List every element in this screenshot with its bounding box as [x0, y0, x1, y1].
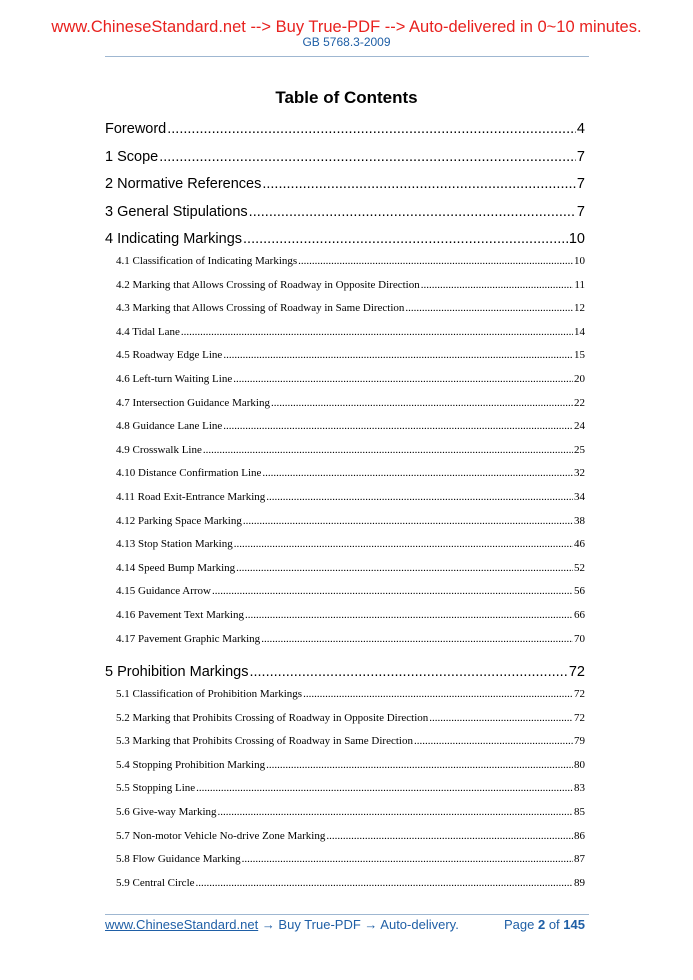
toc-entry[interactable]	[116, 759, 585, 771]
toc-entry-label: Foreword	[105, 121, 167, 137]
toc-entry[interactable]	[116, 444, 585, 456]
toc-entry[interactable]	[116, 609, 585, 621]
toc-leader-dots	[245, 609, 573, 621]
toc-entry[interactable]	[116, 782, 585, 794]
toc-entry-page: 34	[574, 491, 585, 503]
toc-leader-dots	[421, 279, 574, 291]
toc-entry-label: 4.2 Marking that Allows Crossing of Roadway in Opposite Direction	[116, 278, 420, 291]
page-of: of	[545, 917, 564, 932]
toc-entry-page: 83	[574, 782, 585, 795]
toc-entry-page: 15	[574, 349, 585, 362]
toc-leader-dots	[196, 782, 573, 794]
toc-entry[interactable]	[116, 491, 585, 503]
toc-entry[interactable]	[105, 204, 585, 220]
toc-leader-dots	[243, 515, 573, 527]
toc-entry-page: 10	[568, 231, 585, 247]
toc-leader-dots	[159, 149, 576, 165]
toc-leader-dots	[212, 585, 573, 597]
toc-entry[interactable]	[116, 688, 585, 700]
toc-entry[interactable]	[116, 279, 585, 291]
toc-entry-label: 4.10 Distance Confirmation Line	[116, 467, 262, 480]
toc-entry-label: 5.1 Classification of Prohibition Markings	[116, 688, 303, 700]
toc-leader-dots	[234, 538, 573, 550]
toc-entry-page: 25	[574, 443, 585, 456]
footer-site-link[interactable]: www.ChineseStandard.net	[105, 917, 259, 932]
toc-entry-page: 4	[576, 121, 585, 137]
toc-entry-page: 80	[574, 758, 585, 771]
toc-leader-dots	[223, 420, 573, 432]
toc-leader-dots	[298, 255, 573, 267]
toc-entry-label: 5.4 Stopping Prohibition Marking	[116, 758, 266, 771]
toc-entry-page: 24	[574, 420, 585, 433]
toc-entry-label: 4.8 Guidance Lane Line	[116, 420, 223, 433]
toc-entry[interactable]	[116, 633, 585, 645]
toc-leader-dots	[242, 853, 573, 865]
toc-entry-page: 79	[574, 735, 585, 748]
toc-entry-label: 5.3 Marking that Prohibits Crossing of Roadway in Same Direction	[116, 735, 413, 748]
toc-entry-label: 4.7 Intersection Guidance Marking	[116, 396, 270, 409]
toc-entry-page: 38	[574, 514, 585, 527]
header-divider	[105, 56, 589, 57]
toc-leader-dots	[249, 204, 576, 220]
toc-entry-page: 32	[574, 467, 585, 480]
toc-leader-dots	[203, 444, 573, 456]
toc-entry-label: 5 Prohibition Markings	[105, 664, 249, 680]
toc-entry-label: 5.9 Central Circle	[116, 876, 195, 889]
promo-banner[interactable]: www.ChineseStandard.net --> Buy True-PDF --> Auto-delivered in 0~10 minutes.	[51, 18, 642, 36]
toc-entry[interactable]	[116, 255, 585, 267]
toc-leader-dots	[223, 349, 573, 361]
toc-entry[interactable]	[116, 585, 585, 597]
toc-leader-dots	[243, 231, 568, 247]
toc-leader-dots	[271, 397, 573, 409]
toc-leader-dots	[266, 759, 573, 771]
toc-entry[interactable]	[105, 121, 585, 137]
toc-entry-label: 4.12 Parking Space Marking	[116, 514, 242, 527]
toc-entry-label: 5.6 Give-way Marking	[116, 806, 217, 818]
toc-entry-page: 87	[574, 853, 585, 866]
toc-entry[interactable]	[116, 735, 585, 747]
toc-entry[interactable]	[116, 373, 585, 385]
toc-entry-label: 4.9 Crosswalk Line	[116, 443, 202, 456]
toc-entry[interactable]	[105, 231, 585, 247]
toc-entry-label: 3 General Stipulations	[105, 204, 248, 220]
toc-entry[interactable]	[116, 712, 585, 724]
toc-entry-page: 85	[574, 806, 585, 818]
footer-promo	[105, 917, 459, 932]
toc-leader-dots	[262, 467, 573, 479]
toc-leader-dots	[429, 712, 573, 724]
toc-entry-label: 4 Indicating Markings	[105, 231, 243, 247]
toc-entry[interactable]	[116, 806, 585, 818]
page-prefix: Page	[504, 917, 538, 932]
toc-entry[interactable]	[116, 562, 585, 574]
toc-entry[interactable]	[116, 830, 585, 842]
toc-leader-dots	[262, 176, 576, 192]
toc-leader-dots	[303, 688, 573, 700]
toc-entry[interactable]	[116, 877, 585, 889]
toc-entry-label: 4.15 Guidance Arrow	[116, 585, 212, 598]
toc-entry-page: 46	[574, 538, 585, 551]
toc-leader-dots	[196, 877, 573, 889]
standard-code: GB 5768.3-2009	[302, 35, 391, 49]
toc-leader-dots	[266, 491, 573, 503]
toc-entry[interactable]	[116, 326, 585, 338]
toc-entry-label: 4.14 Speed Bump Marking	[116, 561, 236, 574]
toc-entry-page: 10	[574, 255, 585, 267]
toc-leader-dots	[326, 830, 573, 842]
toc-entry-page: 20	[574, 373, 585, 385]
toc-leader-dots	[261, 633, 573, 645]
toc-entry-label: 4.17 Pavement Graphic Marking	[116, 632, 261, 645]
page-title: Table of Contents	[275, 88, 418, 107]
toc-entry-page: 14	[574, 325, 585, 338]
toc-entry-page: 7	[576, 204, 585, 220]
toc-entry[interactable]	[105, 664, 585, 680]
toc-entry-label: 4.6 Left-turn Waiting Line	[116, 373, 233, 385]
toc-entry-page: 7	[576, 176, 585, 192]
toc-entry-page: 72	[568, 664, 585, 680]
toc-entry-label: 4.5 Roadway Edge Line	[116, 349, 223, 362]
toc-entry[interactable]	[116, 397, 585, 409]
toc-entry-label: 4.13 Stop Station Marking	[116, 538, 233, 551]
page-total: 145	[563, 917, 585, 932]
toc-entry[interactable]	[116, 853, 585, 865]
toc-entry[interactable]	[105, 176, 585, 192]
toc-entry-label: 5.2 Marking that Prohibits Crossing of Roadway in Opposite Direction	[116, 711, 429, 724]
toc-entry-label: 4.16 Pavement Text Marking	[116, 609, 244, 621]
toc-leader-dots	[414, 735, 573, 747]
toc-entry-label: 4.1 Classification of Indicating Markings	[116, 255, 298, 267]
footer-divider	[105, 914, 589, 915]
toc-leader-dots	[233, 373, 573, 385]
toc-entry-label: 2 Normative References	[105, 176, 262, 192]
toc-entry[interactable]	[105, 149, 585, 165]
toc-entry-label: 5.8 Flow Guidance Marking	[116, 853, 241, 866]
toc-entry[interactable]	[116, 515, 585, 527]
page-current: 2	[537, 917, 546, 932]
toc-entry-label: 5.7 Non-motor Vehicle No-drive Zone Marking	[116, 829, 326, 842]
toc-entry-page: 70	[574, 632, 585, 645]
toc-entry-page: 22	[574, 396, 585, 409]
toc-leader-dots	[405, 302, 573, 314]
toc-entry-page: 7	[576, 149, 585, 165]
toc-entry-page: 56	[574, 585, 585, 598]
toc-entry-page: 52	[574, 561, 585, 574]
toc-entry[interactable]	[116, 349, 585, 361]
footer-tagline: → Buy True-PDF → Auto-delivery.	[258, 917, 459, 932]
toc-entry[interactable]	[116, 420, 585, 432]
toc-entry-page: 72	[574, 711, 585, 724]
toc-entry-label: 4.3 Marking that Allows Crossing of Roadway in Same Direction	[116, 302, 405, 315]
toc-entry-page: 89	[574, 876, 585, 889]
toc-entry-label: 4.4 Tidal Lane	[116, 325, 180, 338]
toc-entry-label: 1 Scope	[105, 149, 159, 165]
toc-entry-page: 72	[574, 688, 585, 700]
toc-leader-dots	[236, 562, 573, 574]
toc-entry-page: 86	[574, 829, 585, 842]
toc-leader-dots	[249, 664, 567, 680]
toc-entry[interactable]	[116, 467, 585, 479]
toc-entry[interactable]	[116, 538, 585, 550]
toc-entry-page: 12	[574, 302, 585, 315]
page-indicator	[504, 917, 585, 932]
toc-entry-label: 4.11 Road Exit-Entrance Marking	[116, 491, 266, 503]
toc-entry[interactable]	[116, 302, 585, 314]
toc-leader-dots	[181, 326, 573, 338]
toc-entry-page: 11	[574, 278, 585, 291]
toc-entry-page: 66	[574, 609, 585, 621]
toc-leader-dots	[218, 806, 573, 818]
toc-leader-dots	[167, 121, 576, 137]
toc-entry-label: 5.5 Stopping Line	[116, 782, 196, 795]
